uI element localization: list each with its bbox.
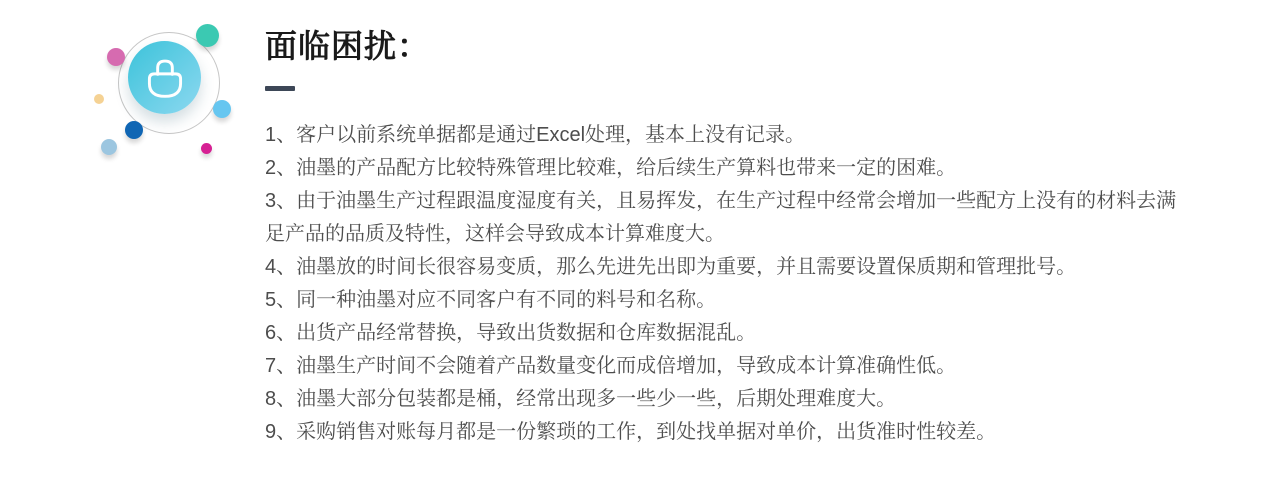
decor-dot-teal bbox=[196, 24, 219, 47]
decor-dot-yellow bbox=[94, 94, 104, 104]
lock-badge bbox=[0, 0, 260, 200]
list-item: 5、同一种油墨对应不同客户有不同的料号和名称。 bbox=[265, 289, 717, 311]
list-item: 6、出货产品经常替换，导致出货数据和仓库数据混乱。 bbox=[265, 322, 757, 344]
decor-dot-steel-blue bbox=[101, 139, 117, 155]
decor-dot-magenta bbox=[201, 143, 212, 154]
decor-dot-sky-blue bbox=[213, 100, 231, 118]
title-accent-bar bbox=[265, 86, 295, 91]
page-title: 面临困扰： bbox=[265, 28, 431, 64]
lock-icon-circle bbox=[128, 41, 201, 114]
decor-dot-pink bbox=[107, 48, 125, 66]
decor-dot-dark-blue bbox=[125, 121, 143, 139]
list-item: 2、油墨的产品配方比较特殊管理比较难，给后续生产算料也带来一定的困难。 bbox=[265, 157, 957, 179]
list-item: 1、客户以前系统单据都是通过Excel处理，基本上没有记录。 bbox=[265, 124, 806, 146]
list-item: 3、由于油墨生产过程跟温度湿度有关，且易挥发，在生产过程中经常会增加一些配方上没有的材料去满足产品的品质及特性，这样会导致成本计算难度大。 bbox=[265, 190, 1177, 245]
lock-icon bbox=[143, 56, 187, 100]
list-item: 4、油墨放的时间长很容易变质，那么先进先出即为重要，并且需要设置保质期和管理批号。 bbox=[265, 256, 1077, 278]
list-item: 7、油墨生产时间不会随着产品数量变化而成倍增加，导致成本计算准确性低。 bbox=[265, 355, 957, 377]
list-item: 9、采购销售对账每月都是一份繁琐的工作，到处找单据对单价，出货准时性较差。 bbox=[265, 421, 997, 443]
content-column bbox=[265, 26, 1193, 449]
list-item: 8、油墨大部分包装都是桶，经常出现多一些少一些，后期处理难度大。 bbox=[265, 388, 897, 410]
trouble-list bbox=[265, 119, 1193, 449]
